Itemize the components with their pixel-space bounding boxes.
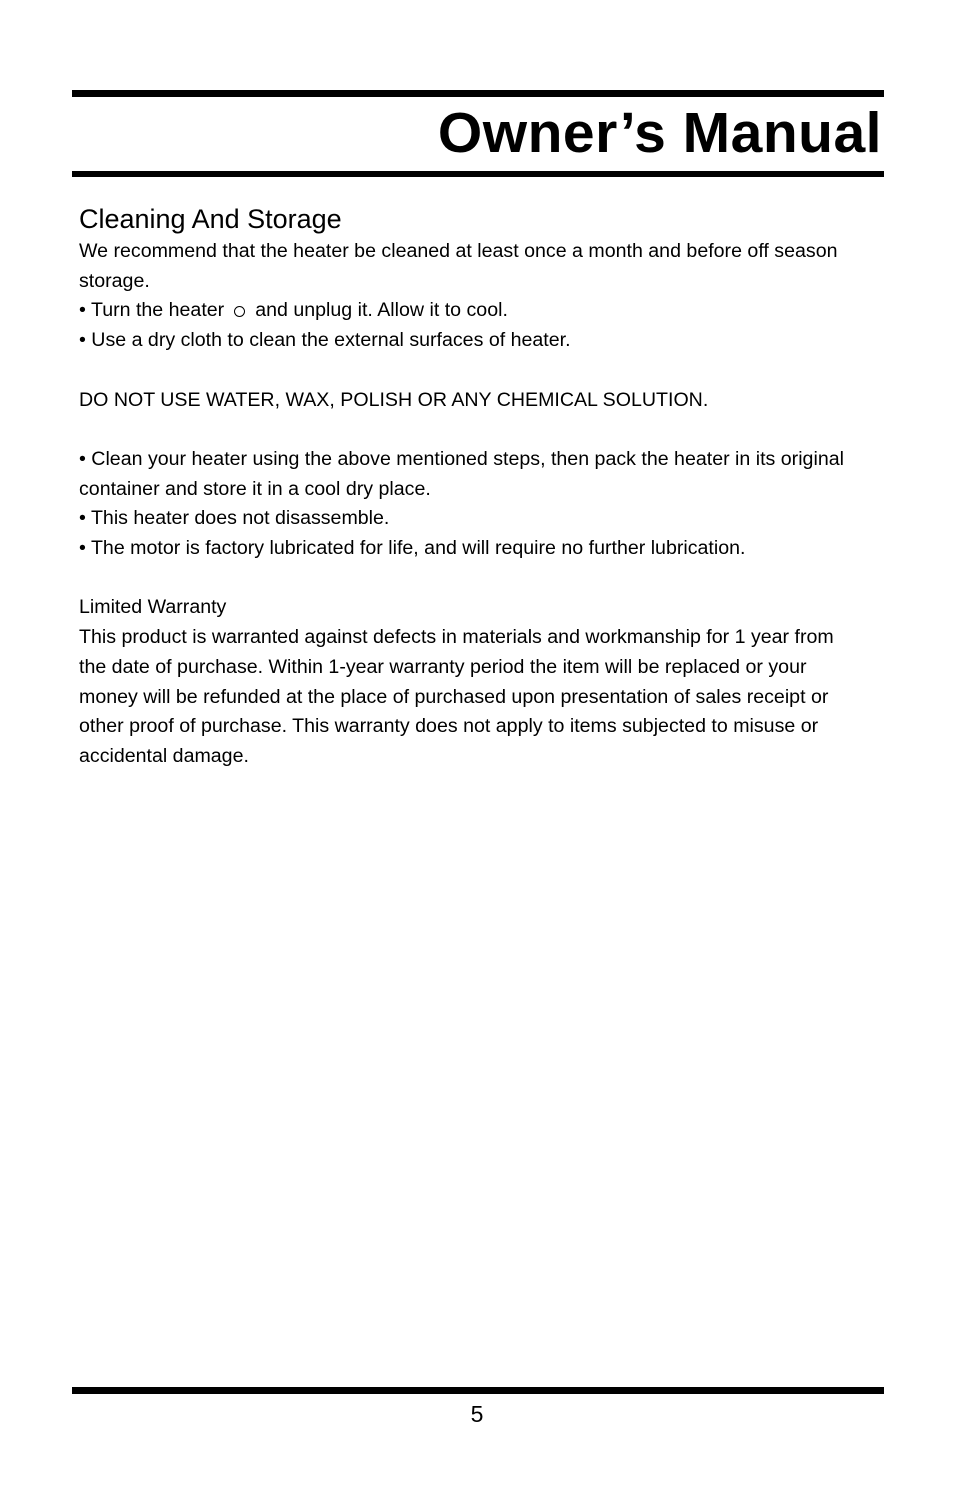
cleaning-heading: Cleaning And Storage (79, 204, 342, 234)
cleaning-bullet-store-line-1: • Clean your heater using the above mentioned steps, then pack the heater in its original (79, 447, 844, 470)
page-content (79, 201, 919, 772)
warranty-line: accidental damage. (79, 744, 249, 767)
warranty-heading: Limited Warranty (79, 596, 227, 619)
page-title: Owner’s Manual (437, 101, 882, 165)
cleaning-intro-line-2: storage. (79, 269, 150, 292)
warranty-line: the date of purchase. Within 1-year warranty period the item will be replaced or your (79, 655, 807, 678)
cleaning-bullet-dry-cloth: • Use a dry cloth to clean the external surfaces of heater. (79, 329, 571, 352)
warranty-line: money will be refunded at the place of purchased upon presentation of sales receipt or (79, 685, 829, 708)
spacer (79, 356, 919, 386)
header-bottom-rule (72, 171, 884, 177)
cleaning-bullet-disassemble: • This heater does not disassemble. (79, 507, 390, 530)
spacer (79, 415, 919, 445)
cleaning-bullet-motor: • The motor is factory lubricated for life, and will require no further lubrication. (79, 537, 746, 559)
footer-rule (72, 1387, 884, 1394)
warranty-line: other proof of purchase. This warranty does not apply to items subjected to misuse or (79, 715, 819, 738)
warranty-line: This product is warranted against defects in materials and workmanship for 1 year from (79, 626, 834, 649)
spacer (79, 564, 919, 594)
bullet-text-after-icon: and unplug it. Allow it to cool. (255, 299, 508, 322)
bullet-text-before-icon: • Turn the heater (79, 299, 225, 322)
page-number: 5 (470, 1401, 484, 1427)
cleaning-bullet-turn-off (79, 296, 919, 326)
cleaning-bullet-store-line-2: container and store it in a cool dry place. (79, 477, 431, 500)
off-circle-icon (234, 306, 245, 317)
cleaning-intro-line-1: We recommend that the heater be cleaned at least once a month and before off season (79, 240, 838, 262)
cleaning-warning: DO NOT USE WATER, WAX, POLISH OR ANY CHEMICAL SOLUTION. (79, 388, 709, 411)
